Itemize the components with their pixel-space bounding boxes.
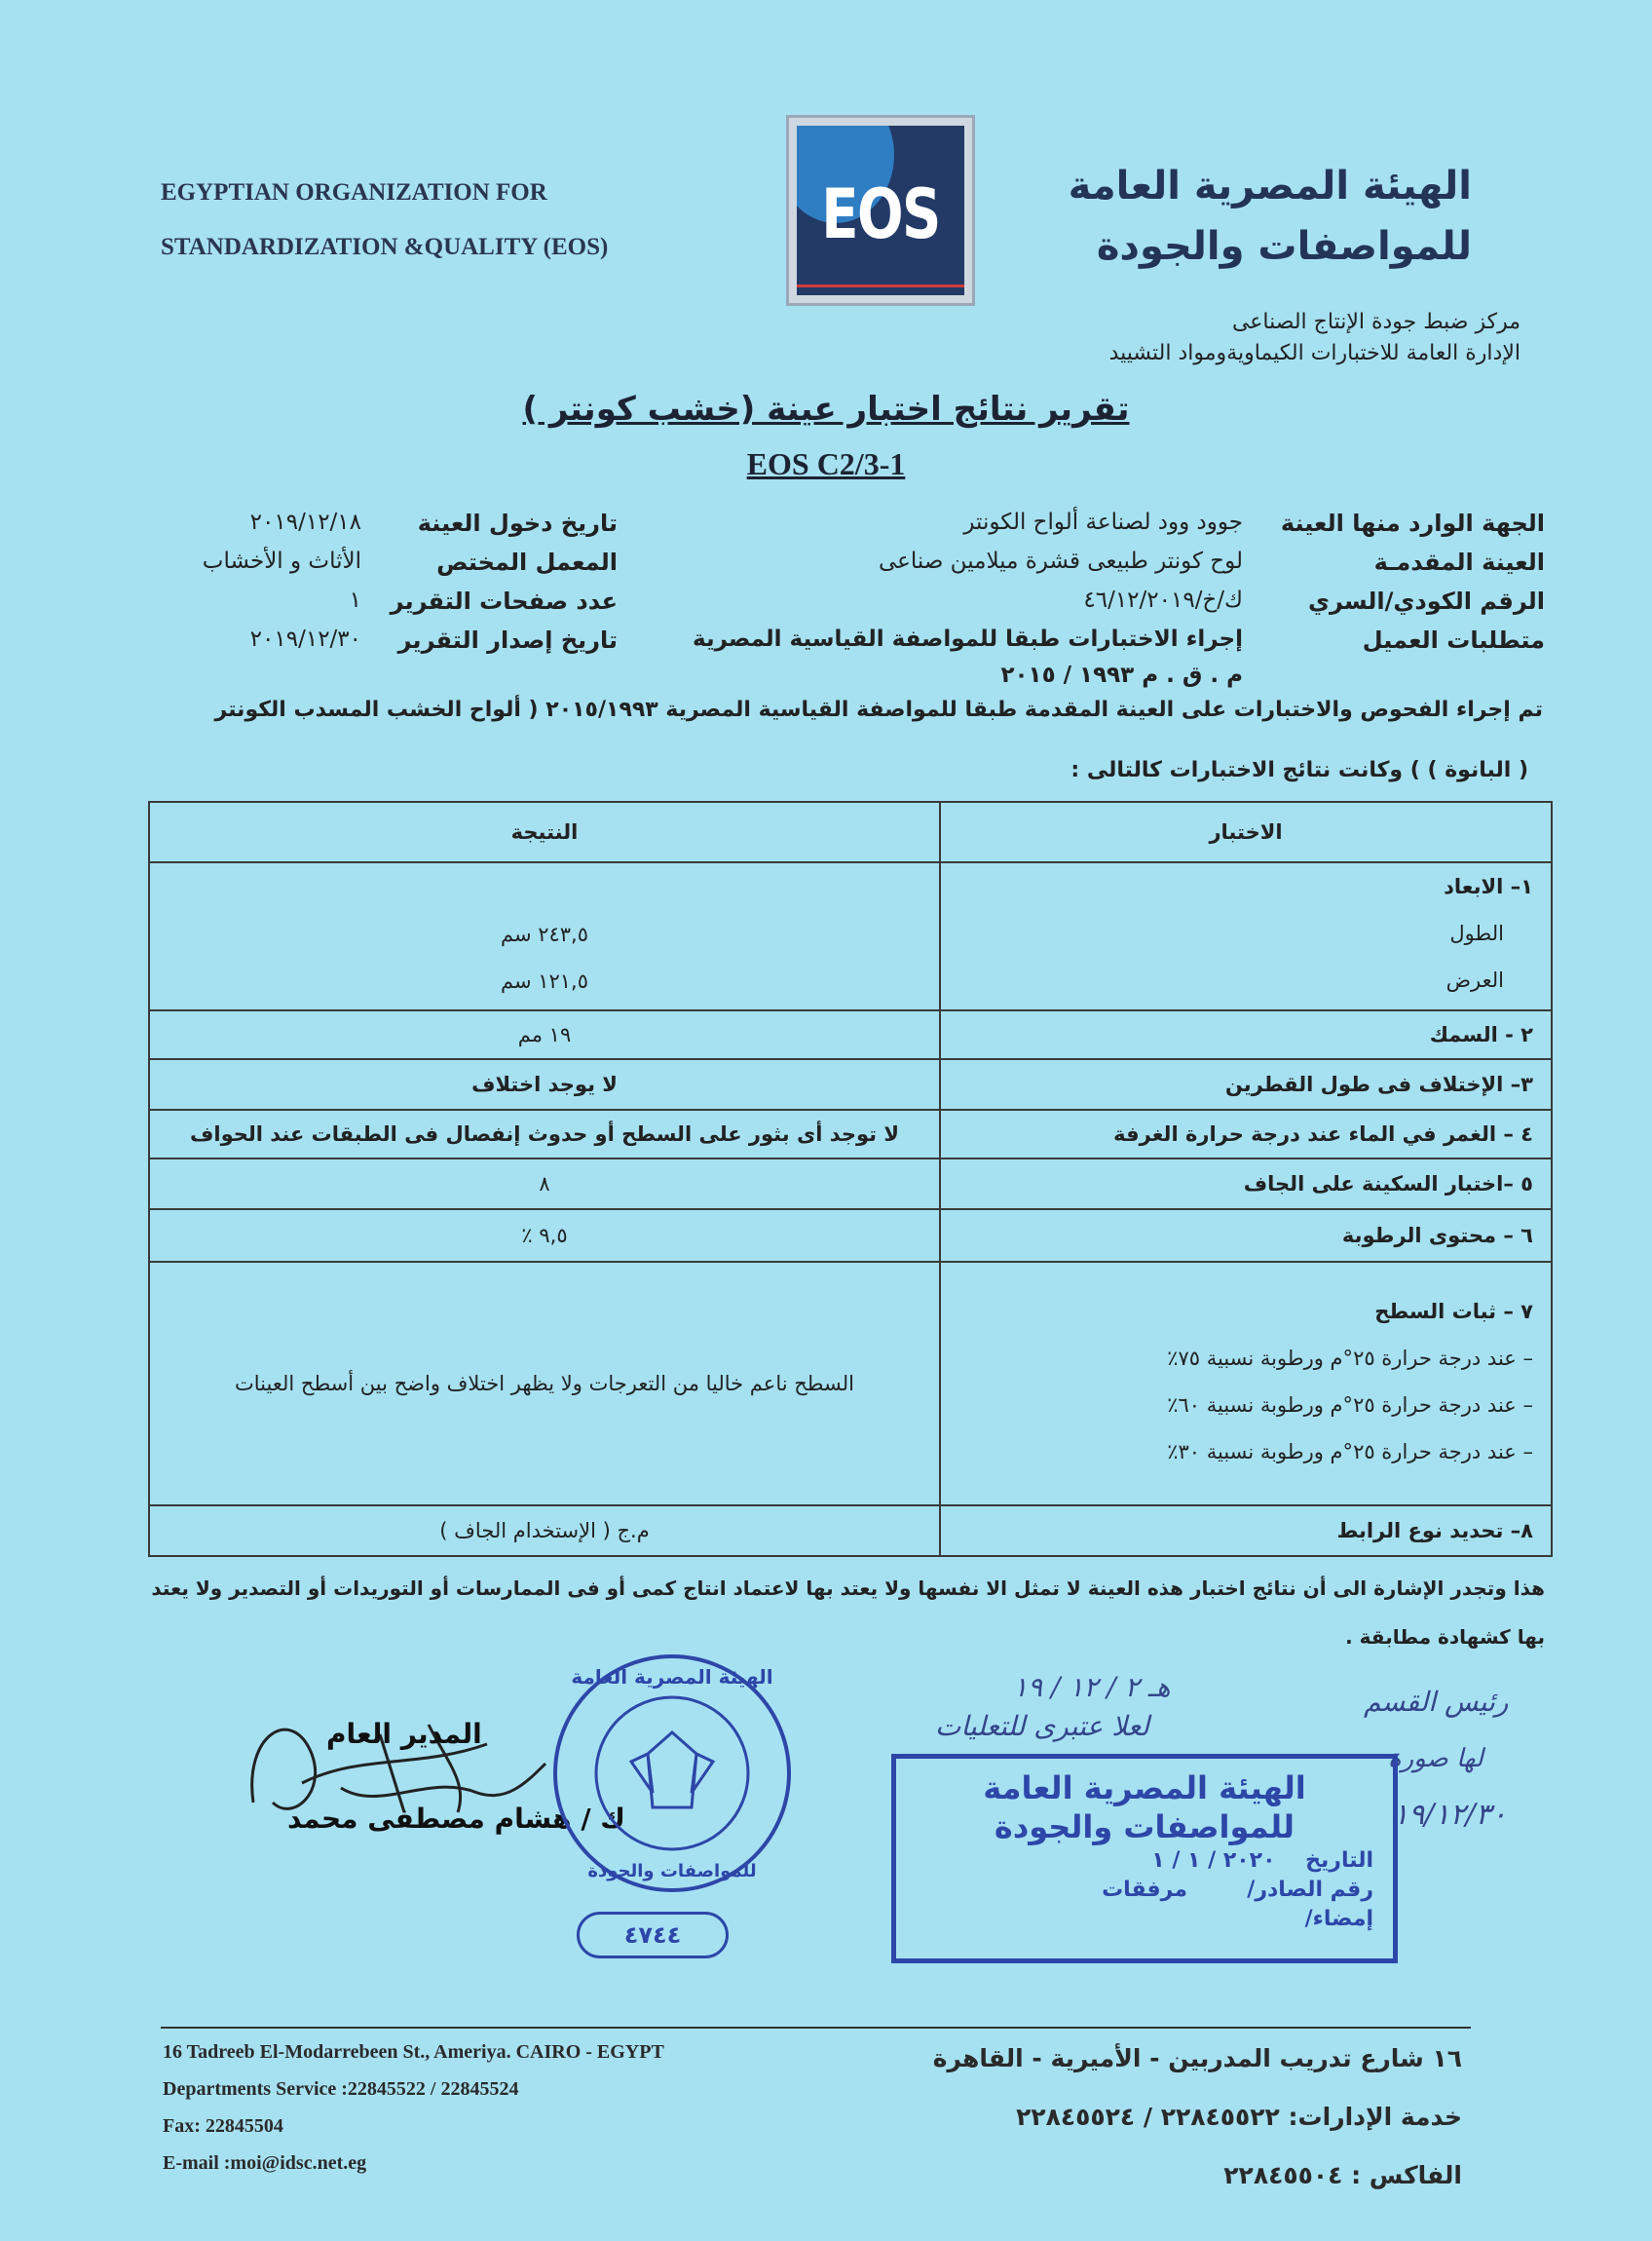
table-row — [149, 1209, 1552, 1262]
source-label: الجهة الوارد منها العينة — [1280, 510, 1545, 537]
table-row — [149, 1010, 1552, 1059]
english-org-line2: STANDARDIZATION &QUALITY (EOS) — [161, 234, 609, 260]
center-name: مركز ضبط جودة الإنتاج الصناعى — [1231, 310, 1521, 334]
footer-en-departments: Departments Service :22845522 / 22845524 — [163, 2078, 519, 2100]
thickness-test: ٢ - السمك — [940, 1010, 1552, 1059]
logo-text: EOS — [821, 174, 940, 254]
immersion-result: لا توجد أى بثور على السطح أو حدوث إنفصال فى الطبقات عند الحواف — [149, 1110, 940, 1158]
rect-stamp-sign-label: إمضاء/ — [1304, 1907, 1373, 1931]
length-label: الطول — [1449, 922, 1504, 945]
handwriting-note4: لها صورة — [1388, 1744, 1483, 1773]
sample-value: لوح كونتر طبيعى قشرة ميلامين صناعى — [879, 549, 1243, 574]
diagonal-result: لا يوجد اختلاف — [149, 1059, 940, 1110]
binder-test: ٨– تحديد نوع الرابط — [940, 1505, 1552, 1556]
signatory-name: ك / هشام مصطفى محمد — [287, 1803, 625, 1835]
lab-label: المعمل المختص — [436, 549, 618, 576]
entry-date-value: ٢٠١٩/١٢/١٨ — [249, 510, 361, 535]
note-line1: هذا وتجدر الإشارة الى أن نتائج اختبار هذه العينة لا تمثل الا نفسها ولا يعتد بها لاعتماد انتاج كمى أو فى الممارسات أو التوريدات أو التصدير ولا يعتد — [151, 1576, 1545, 1600]
knife-test: ٥ –اختبار السكينة على الجاف — [940, 1158, 1552, 1209]
rect-stamp-attach-label: مرفقات — [1102, 1878, 1187, 1902]
intro-line1: تم إجراء الفحوص والاختبارات على العينة المقدمة طبقا للمواصفة القياسية المصرية ٢٠١٥/١٩٩٣ ( ألواح الخشب المسدب الكونتر — [214, 698, 1543, 722]
rect-stamp-line1: الهيئة المصرية العامة — [983, 1769, 1306, 1806]
results-table — [148, 801, 1553, 1557]
rect-stamp-date-value: ٢٠٢٠ / ١ / ١ — [1151, 1848, 1276, 1873]
requirements-value: إجراء الاختبارات طبقا للمواصفة القياسية المصرية — [693, 627, 1243, 652]
code-label: الرقم الكودي/السري — [1308, 588, 1545, 615]
requirements-label: متطلبات العميل — [1362, 627, 1545, 654]
table-row — [149, 1059, 1552, 1110]
eos-logo — [786, 115, 975, 306]
signatory-title: المدير العام — [326, 1718, 482, 1750]
moisture-result: ٩,٥ ٪ — [149, 1209, 940, 1262]
handwriting-note1: هـ ٢ / ١٢ / ١٩ — [1013, 1671, 1171, 1703]
header-test: الاختبار — [940, 802, 1552, 862]
dimensions-test — [940, 862, 1552, 1010]
rect-stamp-line2: للمواصفات والجودة — [994, 1808, 1295, 1845]
rect-stamp-date-row — [916, 1846, 1373, 1876]
footer-ar-fax: الفاكس : ٢٢٨٤٥٥٠٤ — [1223, 2161, 1462, 2189]
table-header-row — [149, 802, 1552, 862]
footer-en-fax: Fax: 22845504 — [163, 2115, 283, 2137]
header-result: النتيجة — [149, 802, 940, 862]
footer-ar-address: ١٦ شارع تدريب المدربين - الأميرية - القاهرة — [932, 2044, 1462, 2072]
intro-line2: ( البانوة ) ) وكانت نتائج الاختبارات كالتالى : — [1070, 758, 1528, 782]
dimensions-label: ١– الابعاد — [1444, 875, 1533, 898]
surface-condition-60: – عند درجة حرارة ٢٥°م ورطوبة نسبية ٦٠٪ — [1167, 1393, 1533, 1417]
footer-en-email: E-mail :moi@idsc.net.eg — [163, 2152, 367, 2174]
moisture-test: ٦ – محتوى الرطوبة — [940, 1209, 1552, 1262]
handwriting-note3: رئيس القسم — [1364, 1686, 1509, 1718]
footer-ar-departments: خدمة الإدارات: ٢٢٨٤٥٥٢٢ / ٢٢٨٤٥٥٢٤ — [1016, 2103, 1462, 2131]
binder-result: م.ج ( الإستخدام الجاف ) — [149, 1505, 940, 1556]
code-value: ك/خ/٤٦/١٢/٢٠١٩ — [1083, 588, 1243, 613]
thickness-result: ١٩ مم — [149, 1010, 940, 1059]
surface-condition-30: – عند درجة حرارة ٢٥°م ورطوبة نسبية ٣٠٪ — [1167, 1440, 1533, 1463]
arabic-org-line1: الهيئة المصرية العامة — [1068, 164, 1472, 209]
handwriting-note2: لعلا عتبرى للتعليات — [935, 1710, 1149, 1742]
rect-stamp-ref-row — [916, 1876, 1373, 1905]
rect-stamp — [891, 1754, 1398, 1963]
dimensions-result — [149, 862, 940, 1010]
immersion-test: ٤ – الغمر في الماء عند درجة حرارة الغرفة — [940, 1110, 1552, 1158]
footer-en-address: 16 Tadreeb El-Modarrebeen St., Ameriya. CAIRO - EGYPT — [163, 2041, 664, 2063]
department-name: الإدارة العامة للاختبارات الكيماويةومواد التشييد — [1108, 341, 1521, 365]
round-stamp-bottom: للمواصفات والجودة — [587, 1861, 757, 1881]
requirements-value-standard: م . ق . م ١٩٩٣ / ٢٠١٥ — [1000, 663, 1243, 688]
table-row — [149, 1158, 1552, 1209]
rect-stamp-ref-label: رقم الصادر/ — [1247, 1878, 1373, 1902]
width-label: العرض — [1446, 969, 1504, 992]
pages-value: ١ — [349, 588, 361, 613]
table-row — [149, 1110, 1552, 1158]
table-row — [149, 862, 1552, 1010]
issue-date-label: تاريخ إصدار التقرير — [397, 627, 618, 654]
issue-date-value: ٢٠١٩/١٢/٣٠ — [249, 627, 361, 652]
english-org-name — [161, 166, 608, 275]
length-value: ٢٤٣,٥ سم — [500, 923, 589, 946]
handwriting-date: ١٩/١٢/٣٠ — [1393, 1798, 1507, 1832]
table-row — [149, 1262, 1552, 1505]
note-line2: بها كشهادة مطابقة . — [1345, 1625, 1545, 1649]
width-value: ١٢١,٥ سم — [500, 969, 589, 993]
lab-value: الأثاث و الأخشاب — [202, 549, 361, 574]
footer-divider — [161, 2027, 1471, 2029]
round-stamp-top: الهيئة المصرية العامة — [571, 1665, 773, 1689]
serial-stamp: ٤٧٤٤ — [577, 1912, 729, 1958]
english-org-line1: EGYPTIAN ORGANIZATION FOR — [161, 179, 547, 206]
diagonal-test: ٣– الإختلاف فى طول القطرين — [940, 1059, 1552, 1110]
table-row — [149, 1505, 1552, 1556]
arabic-org-line2: للمواصفات والجودة — [1096, 224, 1472, 269]
pages-label: عدد صفحات التقرير — [390, 588, 618, 615]
report-code: EOS C2/3-1 — [746, 446, 906, 481]
report-title: تقرير نتائج اختبار عينة (خشب كونتر ) — [522, 390, 1130, 429]
arabic-org-name — [1069, 156, 1472, 277]
entry-date-label: تاريخ دخول العينة — [417, 510, 618, 537]
logo-red-line — [797, 285, 964, 287]
rect-stamp-date-label: التاريخ — [1305, 1848, 1373, 1873]
knife-result: ٨ — [149, 1158, 940, 1209]
sample-label: العينة المقدمـة — [1373, 549, 1545, 576]
eos-logo-badge — [797, 126, 964, 295]
surface-condition-75: – عند درجة حرارة ٢٥°م ورطوبة نسبية ٧٥٪ — [1167, 1347, 1533, 1370]
round-stamp — [545, 1647, 799, 1900]
surface-test — [940, 1262, 1552, 1505]
surface-label: ٧ – ثبات السطح — [1374, 1300, 1533, 1323]
source-value: جوود وود لصناعة ألواح الكونتر — [963, 510, 1243, 535]
surface-result: السطح ناعم خاليا من التعرجات ولا يظهر اختلاف واضح بين أسطح العينات — [149, 1262, 940, 1505]
